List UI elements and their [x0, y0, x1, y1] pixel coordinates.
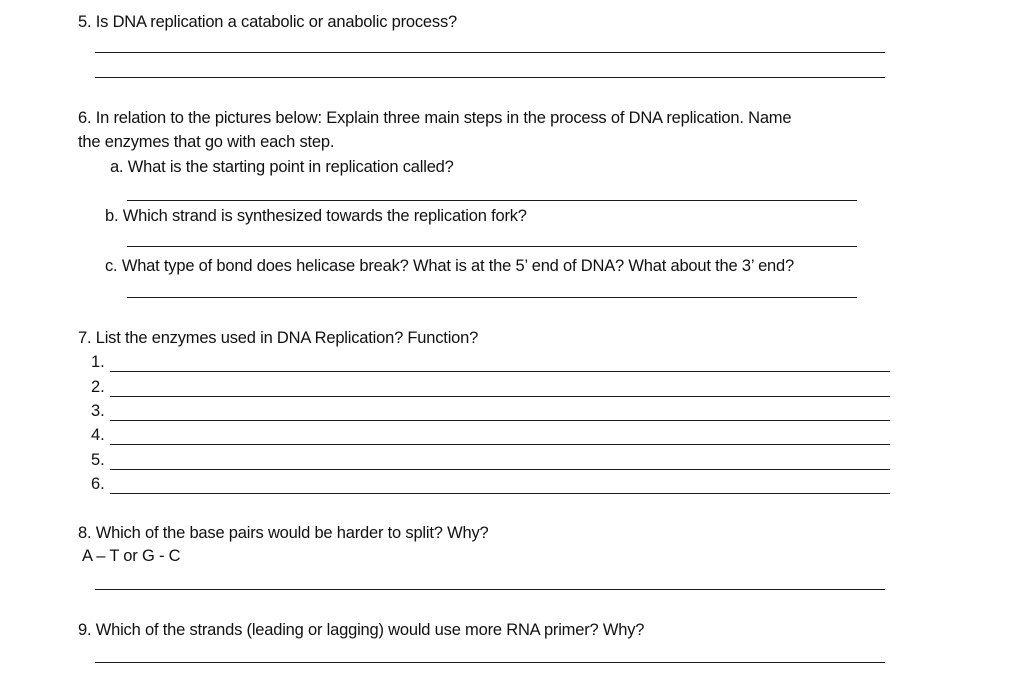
answer-line[interactable]	[95, 52, 885, 53]
list-item-number: 3.	[91, 402, 105, 420]
list-item-number: 1.	[91, 353, 105, 371]
question-5-text: 5. Is DNA replication a catabolic or anabolic process?	[78, 13, 457, 31]
answer-line-8[interactable]	[95, 589, 885, 590]
answer-line-9[interactable]	[95, 662, 885, 663]
question-7-text: 7. List the enzymes used in DNA Replication? Function?	[78, 329, 479, 347]
list-item-number: 4.	[91, 426, 105, 444]
answer-line-7-5[interactable]	[110, 469, 890, 470]
list-item-number: 5.	[91, 451, 105, 469]
base-pairs-text: A – T or G - C	[82, 547, 181, 565]
answer-line-7-3[interactable]	[110, 420, 890, 421]
answer-line-6b[interactable]	[127, 246, 857, 247]
answer-line-7-4[interactable]	[110, 444, 890, 445]
list-item-number: 6.	[91, 475, 105, 493]
question-8-text: 8. Which of the base pairs would be harder to split? Why?	[78, 524, 489, 542]
answer-line-7-2[interactable]	[110, 396, 890, 397]
answer-line-7-1[interactable]	[110, 371, 890, 372]
question-6a-text: a. What is the starting point in replication called?	[110, 158, 454, 176]
question-6-text-continued: the enzymes that go with each step.	[78, 133, 335, 151]
answer-line[interactable]	[95, 77, 885, 78]
list-item-number: 2.	[91, 378, 105, 396]
answer-line-6c[interactable]	[127, 297, 857, 298]
question-6c-text: c. What type of bond does helicase break? What is at the 5’ end of DNA? What about the 3’ end?	[105, 257, 794, 275]
answer-line-7-6[interactable]	[110, 493, 890, 494]
question-6b-text: b. Which strand is synthesized towards the replication fork?	[105, 207, 527, 225]
question-9-text: 9. Which of the strands (leading or lagging) would use more RNA primer? Why?	[78, 621, 645, 639]
answer-line-6a[interactable]	[127, 200, 857, 201]
question-6-text: 6. In relation to the pictures below: Explain three main steps in the process of DNA replication. Name	[78, 109, 792, 127]
